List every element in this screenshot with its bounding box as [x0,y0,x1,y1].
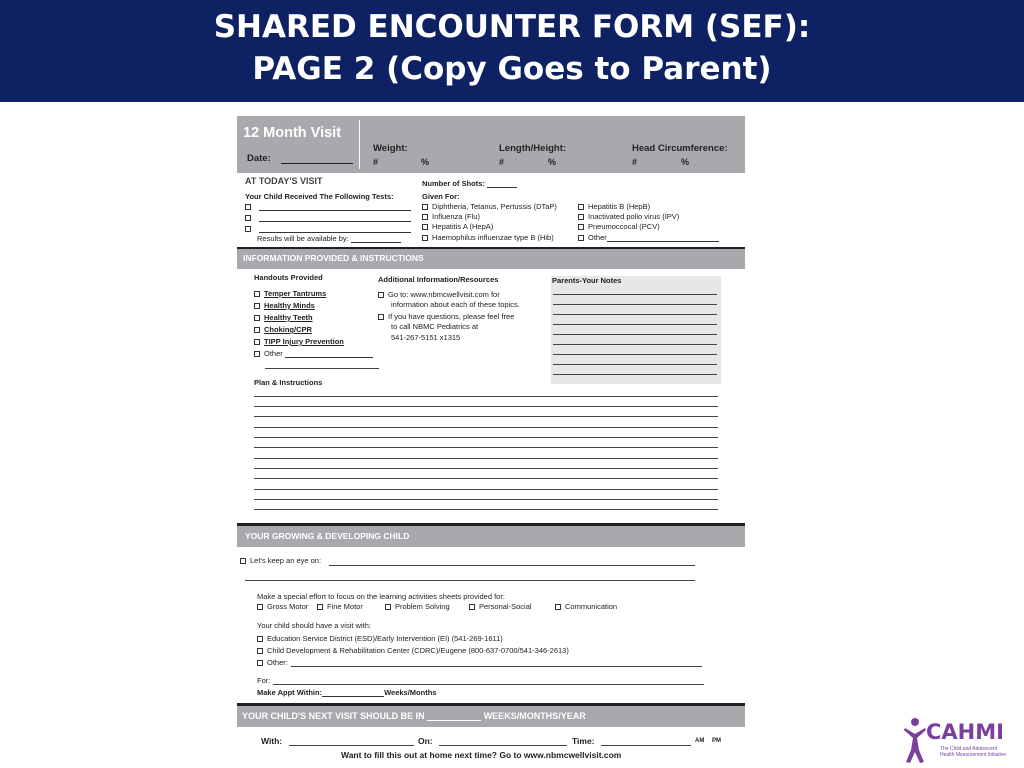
visit-divider [359,120,360,169]
on-label: On: [418,736,433,746]
next-visit-field[interactable] [427,720,481,721]
test-checkbox[interactable] [245,204,251,210]
date-label: Date: [247,153,271,164]
slide-header [0,0,1024,102]
info-band [237,247,745,269]
vaccine-label: Inactivated polio virus (IPV) [588,212,680,221]
vaccine-checkbox[interactable] [422,214,428,220]
handout-checkbox[interactable] [254,339,260,345]
questions-text-2: to call NBMC Pediatrics at [391,322,479,331]
provider-esd[interactable] [257,634,503,643]
handout-other-field[interactable] [285,357,373,358]
info-band-title: INFORMATION PROVIDED & INSTRUCTIONS [243,253,424,263]
parents-notes-box[interactable] [551,276,721,384]
with-row [261,736,282,746]
notes-line[interactable] [553,364,717,365]
provider-checkbox[interactable] [257,648,263,654]
goto-checkbox[interactable] [378,292,384,298]
plan-heading: Plan & Instructions [254,378,323,387]
handout-other-line[interactable] [265,368,379,369]
time-row [572,736,595,746]
shots-row [422,179,517,188]
test-checkbox[interactable] [245,215,251,221]
vaccine-checkbox[interactable] [422,224,428,230]
notes-line[interactable] [553,324,717,325]
area-label: Gross Motor [267,602,309,611]
area-personal-social[interactable] [469,602,532,611]
on-field[interactable] [439,745,567,746]
growing-band [237,523,745,547]
test-field[interactable] [259,210,411,211]
vaccine-checkbox[interactable] [578,235,584,241]
vaccine-label: Other [588,233,607,242]
area-label: Fine Motor [327,602,363,611]
provider-other[interactable] [257,658,288,667]
plan-line[interactable] [254,437,718,438]
test-row-2[interactable] [245,213,411,222]
area-problem-solving[interactable] [385,602,450,611]
plan-line[interactable] [254,416,718,417]
plan-line[interactable] [254,478,718,479]
weight-label: Weight: [373,143,408,154]
for-label: For: [257,676,271,685]
area-fine-motor[interactable] [317,602,363,611]
test-checkbox[interactable] [245,226,251,232]
handout-5[interactable] [254,337,344,346]
plan-line[interactable] [254,468,718,469]
area-checkbox[interactable] [469,604,475,610]
test-field[interactable] [259,232,411,233]
next-visit-band-left: YOUR CHILD'S NEXT VISIT SHOULD BE IN [242,711,425,721]
other-vaccine-field[interactable] [607,241,719,242]
goto-text: Go to: www.nbmcwellvisit.com for [388,290,500,299]
length-hash[interactable]: # [499,157,505,167]
handout-checkbox[interactable] [254,351,260,357]
notes-line[interactable] [553,354,717,355]
head-hash[interactable]: # [632,157,638,167]
growing-band-title: YOUR GROWING & DEVELOPING CHILD [245,531,410,541]
next-visit-band-right: WEEKS/MONTHS/YEAR [483,711,586,721]
results-field[interactable] [351,242,401,243]
provider-label: Education Service District (ESD)/Early Intervention (EI) (541-269-1611) [267,634,503,643]
length-percent[interactable]: % [548,157,557,167]
handout-link[interactable]: Healthy Teeth [264,313,313,322]
results-row [257,234,401,243]
with-field[interactable] [289,745,414,746]
appt-row [257,688,436,697]
vaccine-right-2[interactable] [578,212,679,221]
vaccine-label: Pneumoccocal (PCV) [588,222,660,231]
vaccine-label: Hepatitis B (HepB) [588,202,651,211]
test-row-3[interactable] [245,224,411,233]
weight-percent[interactable]: % [421,157,430,167]
vaccine-label: Influenza (Flu) [432,212,480,221]
vaccine-checkbox[interactable] [578,204,584,210]
vaccine-checkbox[interactable] [578,224,584,230]
area-label: Communication [565,602,618,611]
area-gross-motor[interactable] [257,602,308,611]
test-field[interactable] [259,221,411,222]
vaccine-left-3[interactable] [422,222,493,231]
vaccine-left-2[interactable] [422,212,480,221]
head-circumference-label: Head Circumference: [632,143,728,154]
additional-info-heading: Additional Information/Resources [378,275,499,284]
vaccine-checkbox[interactable] [578,214,584,220]
shots-label: Number of Shots: [422,179,485,188]
tests-label: Your Child Received The Following Tests: [245,192,394,201]
eye-field-2[interactable] [245,580,695,581]
cahmi-tagline-1: The Child and Adolescent [940,746,997,752]
vaccine-checkbox[interactable] [422,235,428,241]
vaccine-left-1[interactable] [422,202,557,211]
provider-other-field[interactable] [291,666,702,667]
cahmi-logo [902,716,1018,766]
encounter-form-page [237,116,745,766]
appt-label: Make Appt Within: [257,688,323,697]
vaccine-label: Diphtheria, Tetanus, Pertussis (DTaP) [432,202,557,211]
eye-field[interactable] [329,565,695,566]
footer-note: Want to fill this out at home next time? Go to www.nbmcwellvisit.com [341,750,622,760]
appt-field[interactable] [322,696,384,697]
with-label: With: [261,736,283,746]
handout-link[interactable]: Healthy Minds [264,301,315,310]
handout-link[interactable]: TIPP Injury Prevention [264,337,344,346]
handout-other-label: Other [264,349,283,358]
questions-row[interactable] [378,312,514,321]
visit-header-band [237,116,745,173]
notes-line[interactable] [553,294,717,295]
plan-line[interactable] [254,499,718,500]
handout-checkbox[interactable] [254,291,260,297]
effort-label: Make a special effort to focus on the learning activities sheets provided for: [257,592,505,601]
handout-checkbox[interactable] [254,303,260,309]
slide-title-line1: SHARED ENCOUNTER FORM (SEF): [213,9,811,45]
next-visit-band [237,703,745,727]
phone-number: 541-267-5151 x1315 [391,333,461,342]
cahmi-tagline [940,746,1006,758]
handout-checkbox[interactable] [254,327,260,333]
provider-label: Child Development & Rehabilitation Center (CDRC)/Eugene (800-637-0700/541-346-2613) [267,646,569,655]
handout-2[interactable] [254,301,315,310]
appt-unit: Weeks/Months [384,688,437,697]
weight-hash[interactable]: # [373,157,379,167]
vaccine-checkbox[interactable] [422,204,428,210]
provider-checkbox[interactable] [257,636,263,642]
slide-title-line2: PAGE 2 (Copy Goes to Parent) [252,51,772,87]
handouts-heading: Handouts Provided [254,273,323,282]
vaccine-label: Hepatitis A (HepA) [432,222,494,231]
goto-text-2: information about each of these topics. [391,300,520,309]
goto-row[interactable] [378,290,500,299]
time-label: Time: [572,736,595,746]
vaccine-label: Haemophilus influenzae type B (Hib) [432,233,554,242]
area-label: Personal-Social [479,602,532,611]
notes-line[interactable] [553,344,717,345]
time-field[interactable] [601,745,691,746]
cahmi-figure-icon [902,716,928,766]
test-row-1[interactable] [245,202,411,211]
eye-row[interactable] [240,556,321,565]
parents-notes-heading: Parents-Your Notes [552,276,622,285]
questions-text: If you have questions, please feel free [388,312,515,321]
pm-label[interactable]: PM [712,738,721,744]
area-checkbox[interactable] [555,604,561,610]
handout-link[interactable]: Temper Tantrums [264,289,327,298]
shots-field[interactable] [487,187,517,188]
area-checkbox[interactable] [317,604,323,610]
visit-with-label: Your child should have a visit with: [257,621,371,630]
length-label: Length/Height: [499,143,567,154]
vaccine-right-4[interactable] [578,233,719,242]
eye-label: Let's keep an eye on: [250,556,322,565]
handout-4[interactable] [254,325,312,334]
plan-line[interactable] [254,489,718,490]
eye-checkbox[interactable] [240,558,246,564]
vaccine-right-3[interactable] [578,222,660,231]
area-label: Problem Solving [395,602,450,611]
for-field[interactable] [273,684,704,685]
area-communication[interactable] [555,602,617,611]
handout-checkbox[interactable] [254,315,260,321]
date-field[interactable] [281,163,353,164]
results-label: Results will be available by: [257,234,349,243]
notes-line[interactable] [553,334,717,335]
provider-checkbox[interactable] [257,660,263,666]
handout-1[interactable] [254,289,326,298]
notes-line[interactable] [553,314,717,315]
notes-line[interactable] [553,304,717,305]
handout-other[interactable] [254,349,373,358]
on-row [418,736,433,746]
plan-line[interactable] [254,406,718,407]
cahmi-wordmark: CAHMI [926,720,1004,744]
given-for-label: Given For: [422,192,460,201]
plan-line[interactable] [254,427,718,428]
head-percent[interactable]: % [681,157,690,167]
provider-label: Other: [267,658,288,667]
notes-line[interactable] [553,374,717,375]
area-checkbox[interactable] [257,604,263,610]
todays-visit-heading: AT TODAY'S VISIT [245,176,323,186]
handout-3[interactable] [254,313,313,322]
plan-line[interactable] [254,447,718,448]
vaccine-right-1[interactable] [578,202,650,211]
questions-checkbox[interactable] [378,314,384,320]
handout-link[interactable]: Choking/CPR [264,325,312,334]
cahmi-tagline-2: Health Measurement Initiative [940,752,1007,758]
plan-line[interactable] [254,509,718,510]
vaccine-left-4[interactable] [422,233,554,242]
visit-title: 12 Month Visit [243,125,342,141]
am-label[interactable]: AM [695,738,705,744]
plan-line[interactable] [254,396,718,397]
plan-line[interactable] [254,458,718,459]
area-checkbox[interactable] [385,604,391,610]
provider-cdrc[interactable] [257,646,569,655]
